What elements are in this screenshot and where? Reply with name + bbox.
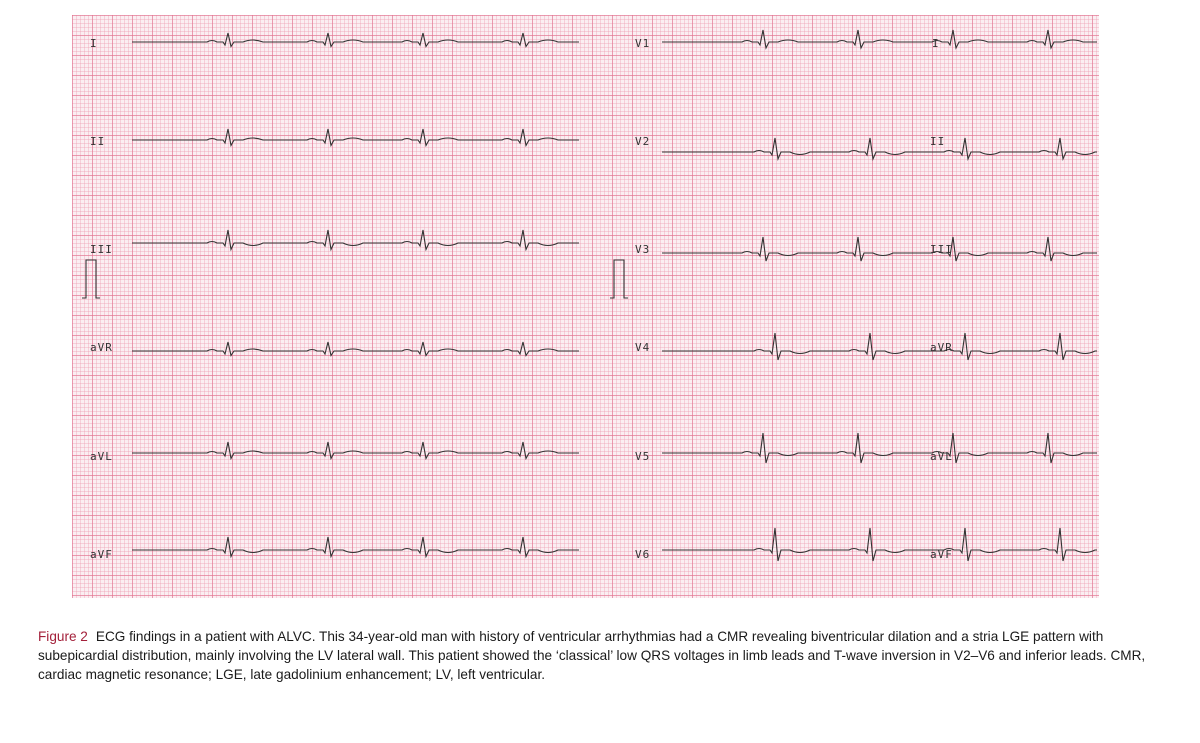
lead-label-aVR: aVR: [90, 341, 113, 354]
limb-lead-trace: [132, 442, 579, 459]
limb-lead-trace: [132, 33, 579, 47]
inset-label-I: I: [932, 37, 940, 50]
lead-label-I: I: [90, 37, 98, 50]
inset-label-III: III: [930, 243, 953, 256]
lead-label-V2: V2: [635, 135, 651, 148]
inset-label-aVL: aVL: [930, 450, 953, 463]
lead-label-V1: V1: [635, 37, 651, 50]
precordial-lead-trace: [662, 138, 1097, 159]
limb-lead-trace: [132, 129, 579, 146]
inset-label-II: II: [930, 135, 946, 148]
precordial-lead-trace: [662, 333, 1097, 360]
figure-caption: [38, 627, 1178, 684]
ecg-figure: [72, 15, 1099, 598]
limb-lead-trace: [132, 342, 579, 356]
lead-label-III: III: [90, 243, 113, 256]
figure-caption-text: ECG findings in a patient with ALVC. This 34-year-old man with history of ventricular arrhythmias had a CMR revealing biventricular dilation and a stria LGE pattern with subepicardial distribution, mainly involving the LV lateral wall. This patient showed the ‘classical’ low QRS voltages in limb leads and T-wave inversion in V2–V6 and inferior leads. CMR, cardiac magnetic resonance; LGE, late gadolinium enhancement; LV, left ventricular.: [38, 629, 1146, 682]
limb-lead-trace: [132, 230, 579, 250]
lead-label-V5: V5: [635, 450, 651, 463]
lead-label-aVF: aVF: [90, 548, 113, 561]
lead-label-II: II: [90, 135, 106, 148]
lead-label-V6: V6: [635, 548, 651, 561]
calibration-pulse-left: [82, 260, 100, 298]
precordial-lead-trace: [662, 528, 1097, 561]
precordial-lead-trace: [662, 433, 1097, 463]
precordial-lead-trace: [662, 30, 1097, 48]
figure-caption-label: Figure 2: [38, 629, 88, 644]
precordial-lead-trace: [662, 237, 1097, 261]
calibration-pulse-right: [610, 260, 628, 298]
limb-lead-trace: [132, 537, 579, 557]
lead-label-V3: V3: [635, 243, 651, 256]
inset-label-aVF: aVF: [930, 548, 953, 561]
lead-label-aVL: aVL: [90, 450, 113, 463]
inset-label-aVR: aVR: [930, 341, 953, 354]
ecg-traces: [72, 15, 1099, 598]
lead-label-V4: V4: [635, 341, 651, 354]
